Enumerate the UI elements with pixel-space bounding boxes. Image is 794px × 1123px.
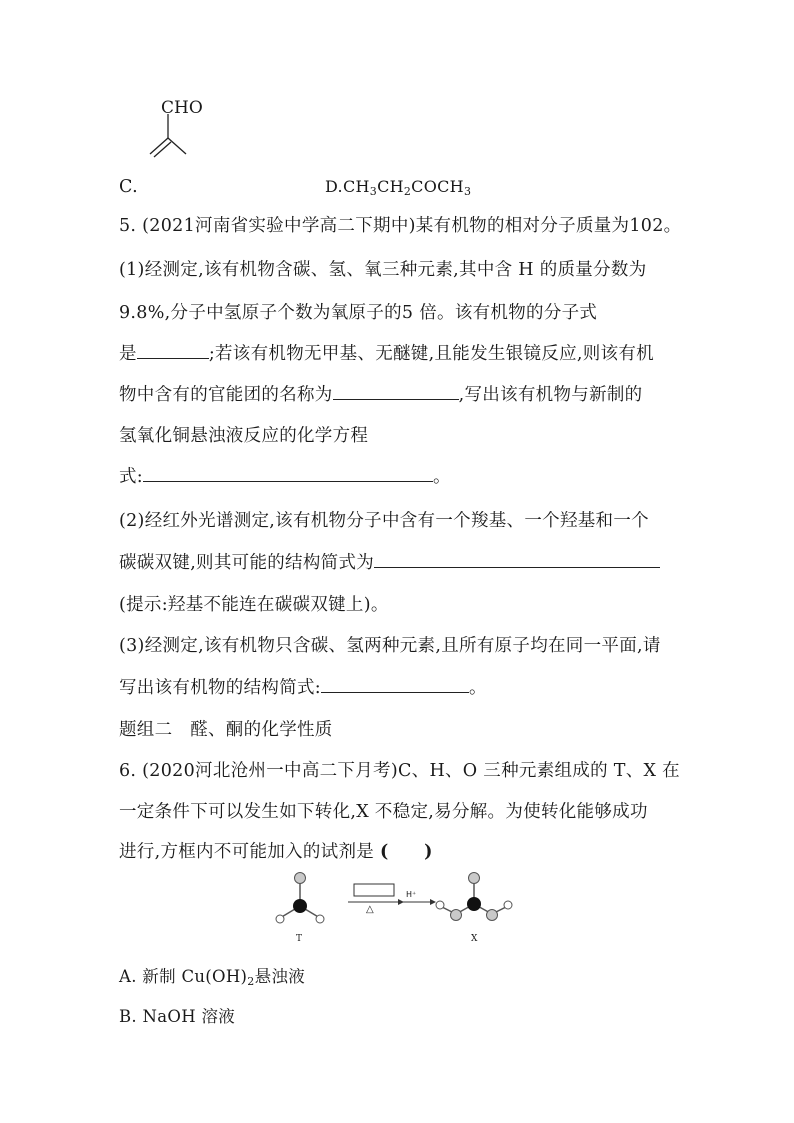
q5-part1-line1: (1)经测定,该有机物含碳、氢、氧三种元素,其中含 H 的质量分数为: [119, 260, 647, 280]
heat-symbol: △: [366, 904, 374, 915]
structure-blank[interactable]: [374, 549, 660, 568]
q6-option-b[interactable]: B. NaOH 溶液: [119, 1007, 236, 1026]
option-c-cho-label: CHO: [161, 98, 203, 118]
molecular-formula-blank[interactable]: [137, 340, 209, 359]
molecule-x: [436, 873, 512, 921]
acid-label: H⁺: [406, 890, 417, 899]
q6-line1: 6. (2020河北沧州一中高二下月考)C、H、O 三种元素组成的 T、X 在: [119, 761, 680, 781]
section-title: 题组二 醛、酮的化学性质: [119, 720, 333, 740]
functional-group-blank[interactable]: [333, 381, 459, 400]
option-d: $D.CH_3CH_2COCH_3$: [325, 177, 472, 198]
q5-part2-line1: (2)经红外光谱测定,该有机物分子中含有一个羧基、一个羟基和一个: [119, 511, 649, 531]
hydrocarbon-structure-blank[interactable]: [321, 674, 469, 693]
equation-blank[interactable]: [143, 463, 433, 482]
label-x: X: [471, 934, 478, 944]
molecule-t: [276, 873, 324, 924]
q6-line2: 一定条件下可以发生如下转化,X 不稳定,易分解。为使转化能够成功: [119, 802, 648, 822]
q5-part1-line5: 氢氧化铜悬浊液反应的化学方程: [119, 426, 369, 446]
option-d-label: D.: [325, 177, 343, 196]
label-t: T: [296, 934, 303, 944]
q5-part1-line3: 是 ;若该有机物无甲基、无醚键,且能发生银镜反应,则该有机: [119, 340, 654, 365]
q5-part3-line1: (3)经测定,该有机物只含碳、氢两种元素,且所有原子均在同一平面,请: [119, 636, 661, 656]
q5-header: 5. (2021河南省实验中学高二下期中)某有机物的相对分子质量为102。: [119, 216, 682, 236]
reaction-diagram: [268, 866, 528, 946]
reaction-diagram-svg: [268, 866, 528, 946]
q5-part2-line3: (提示:羟基不能连在碳碳双键上)。: [119, 595, 389, 615]
q5-part1-line6: 式: 。: [119, 463, 451, 488]
q6-line3: 进行,方框内不可能加入的试剂是 ( ): [119, 842, 433, 862]
q5-part3-line2: 写出该有机物的结构简式: 。: [119, 674, 487, 699]
q5-part2-line2: 碳碳双键,则其可能的结构简式为: [119, 549, 660, 574]
q5-part1-line4: 物中含有的官能团的名称为 ,写出该有机物与新制的: [119, 381, 642, 406]
q6-option-a[interactable]: A. 新制 $Cu(OH)_2$悬浊液: [119, 967, 306, 988]
q5-part1-line2: 9.8%,分子中氢原子个数为氧原子的5 倍。该有机物的分子式: [119, 303, 598, 323]
reagent-box[interactable]: [354, 884, 394, 896]
option-c-label: C.: [119, 177, 138, 197]
answer-bracket[interactable]: ( ): [379, 842, 433, 862]
